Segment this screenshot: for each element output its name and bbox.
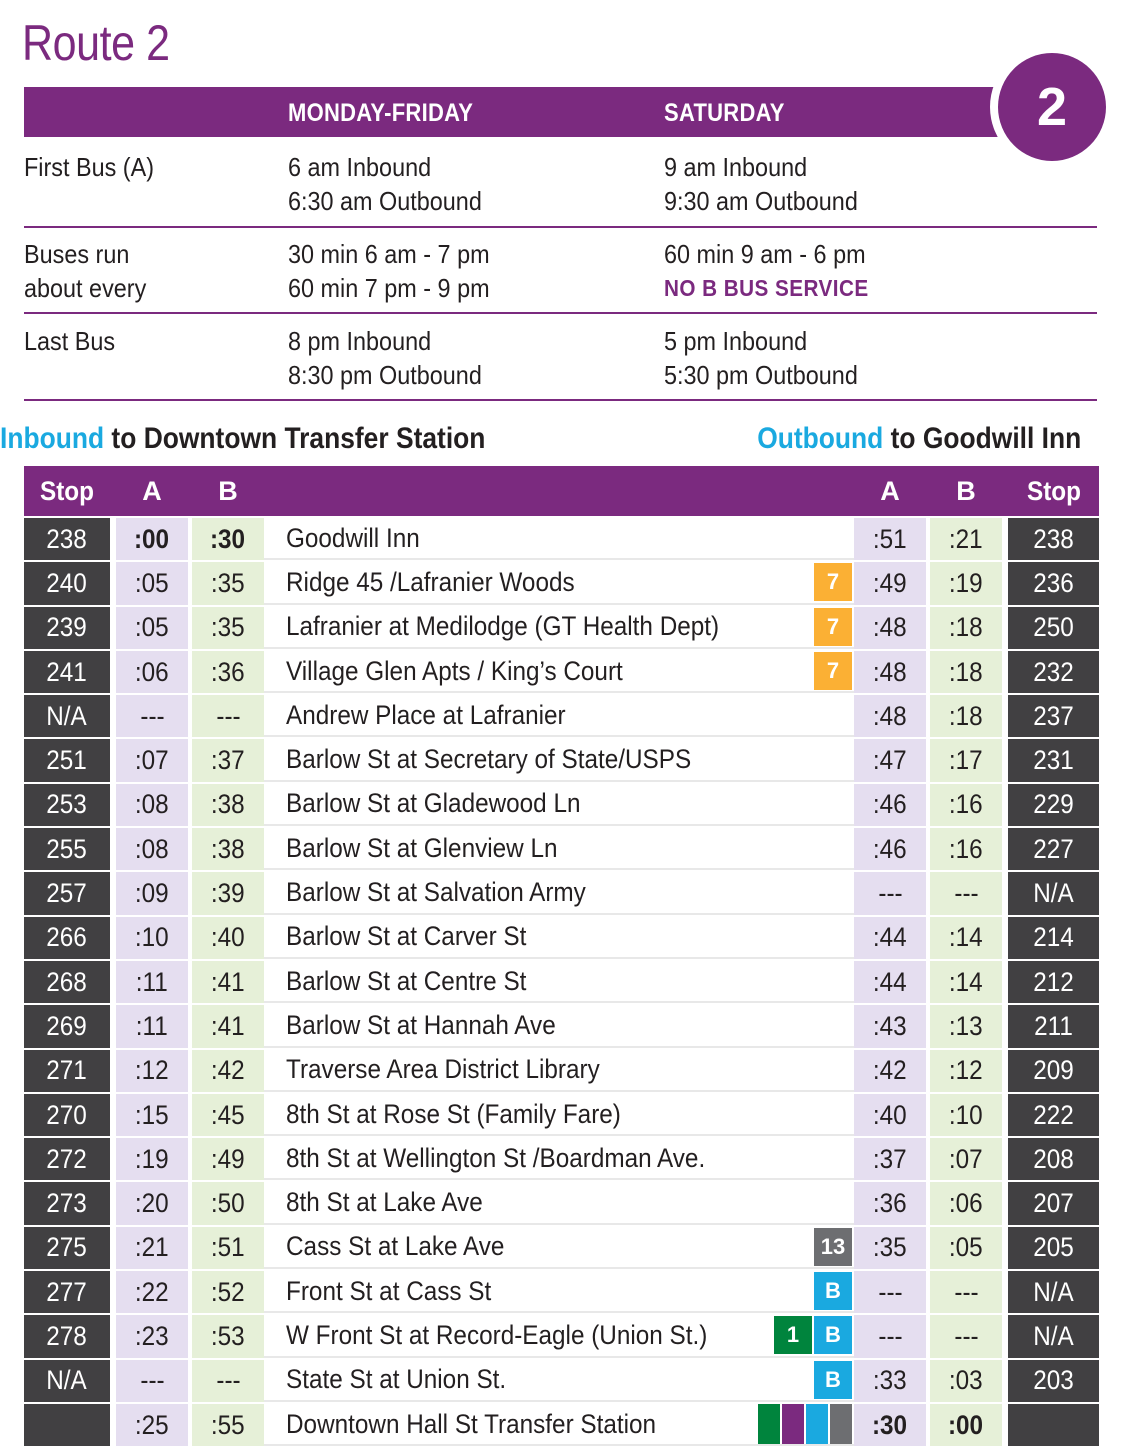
table-row (24, 1182, 1099, 1224)
saturday-value: 9 am Inbound 9:30 am Outbound (664, 152, 858, 216)
stop-name: Barlow St at Carver St (286, 921, 527, 952)
connecting-route-badge: 7 (814, 563, 852, 601)
inbound-stop-number: 271 (24, 1050, 110, 1092)
summary-label: Buses run about every (24, 239, 147, 303)
stop-name-cell (264, 1005, 854, 1047)
outbound-a-time: :37 (854, 1138, 926, 1180)
stop-name-cell (264, 872, 854, 914)
outbound-a-time: :51 (854, 518, 926, 560)
inbound-stop-header: Stop (24, 466, 110, 516)
inbound-stop-number: 240 (24, 562, 110, 604)
stop-name: Cass St at Lake Ave (286, 1231, 505, 1262)
outbound-stop-number: 227 (1008, 828, 1099, 870)
inbound-stop-number: 255 (24, 828, 110, 870)
no-b-service-note: NO B BUS SERVICE (664, 275, 869, 301)
inbound-stop-number (24, 1404, 110, 1446)
outbound-b-time: :14 (930, 917, 1002, 959)
table-row (24, 1404, 1099, 1446)
stop-name: Traverse Area District Library (286, 1054, 600, 1085)
outbound-a-time: :43 (854, 1005, 926, 1047)
connecting-route-badge: 1 (774, 1316, 812, 1354)
saturday-value: 5 pm Inbound 5:30 pm Outbound (664, 326, 858, 390)
inbound-b-time: :53 (192, 1315, 264, 1357)
outbound-a-time: --- (854, 872, 926, 914)
outbound-a-time: :42 (854, 1050, 926, 1092)
outbound-a-header: A (854, 466, 926, 516)
outbound-stop-number: 232 (1008, 651, 1099, 693)
inbound-a-time: :25 (116, 1404, 188, 1446)
saturday-value: 60 min 9 am - 6 pm NO B BUS SERVICE (664, 237, 869, 305)
table-row (24, 739, 1099, 781)
stop-name: 8th St at Rose St (Family Fare) (286, 1098, 621, 1129)
inbound-b-time: :30 (192, 518, 264, 560)
outbound-b-time: :07 (930, 1138, 1002, 1180)
schedule-header-row (24, 466, 1099, 516)
inbound-stop-number: 251 (24, 739, 110, 781)
outbound-stop-number: 211 (1008, 1005, 1099, 1047)
stop-name-cell (264, 1094, 854, 1136)
outbound-stop-number: 205 (1008, 1227, 1099, 1269)
stop-name: Front St at Cass St (286, 1275, 492, 1306)
inbound-b-time: :35 (192, 607, 264, 649)
stop-name: Barlow St at Gladewood Ln (286, 788, 581, 819)
outbound-b-time: :18 (930, 695, 1002, 737)
connecting-route-badge: B (814, 1316, 852, 1354)
outbound-a-time: :44 (854, 961, 926, 1003)
outbound-a-time: :48 (854, 695, 926, 737)
inbound-stop-number: 257 (24, 872, 110, 914)
inbound-stop-number: N/A (24, 1360, 110, 1402)
table-row (24, 917, 1099, 959)
table-row (24, 872, 1099, 914)
inbound-stop-number: 277 (24, 1271, 110, 1313)
outbound-b-time: :16 (930, 828, 1002, 870)
stop-name: W Front St at Record-Eagle (Union St.) (286, 1319, 708, 1350)
outbound-b-time: :18 (930, 651, 1002, 693)
transfer-route-stripe (758, 1404, 780, 1444)
inbound-stop-number: 273 (24, 1182, 110, 1224)
inbound-b-header: B (192, 466, 264, 516)
stop-name-cell (264, 1360, 854, 1402)
stop-name-cell (264, 961, 854, 1003)
table-row (24, 961, 1099, 1003)
outbound-b-time: :03 (930, 1360, 1002, 1402)
outbound-a-time: :44 (854, 917, 926, 959)
outbound-a-time: :46 (854, 784, 926, 826)
table-row (24, 1227, 1099, 1269)
stop-name: Barlow St at Centre St (286, 965, 527, 996)
stop-name: Barlow St at Hannah Ave (286, 1009, 556, 1040)
outbound-stop-number: 212 (1008, 961, 1099, 1003)
outbound-a-time: :40 (854, 1094, 926, 1136)
stop-name-cell (264, 1227, 854, 1269)
outbound-a-time: --- (854, 1315, 926, 1357)
outbound-b-time: :14 (930, 961, 1002, 1003)
inbound-a-time: :23 (116, 1315, 188, 1357)
inbound-b-time: :36 (192, 651, 264, 693)
inbound-b-time: :49 (192, 1138, 264, 1180)
connecting-route-badge: B (814, 1272, 852, 1310)
outbound-stop-number: 209 (1008, 1050, 1099, 1092)
stop-name-cell (264, 1138, 854, 1180)
weekday-header: MONDAY-FRIDAY (288, 99, 474, 127)
outbound-stop-number: 237 (1008, 695, 1099, 737)
outbound-b-time: --- (930, 1315, 1002, 1357)
inbound-stop-number: 278 (24, 1315, 110, 1357)
table-row (24, 607, 1099, 649)
transfer-route-stripe (806, 1404, 828, 1444)
inbound-a-time: :00 (116, 518, 188, 560)
inbound-a-time: :09 (116, 872, 188, 914)
inbound-a-time: :15 (116, 1094, 188, 1136)
inbound-stop-number: 266 (24, 917, 110, 959)
divider (24, 312, 1097, 314)
outbound-stop-number: 222 (1008, 1094, 1099, 1136)
inbound-b-time: :35 (192, 562, 264, 604)
outbound-b-time: :21 (930, 518, 1002, 560)
outbound-stop-number: 207 (1008, 1182, 1099, 1224)
inbound-b-time: :39 (192, 872, 264, 914)
table-row (24, 784, 1099, 826)
table-row (24, 828, 1099, 870)
inbound-a-time: :22 (116, 1271, 188, 1313)
outbound-b-time: :00 (930, 1404, 1002, 1446)
outbound-stop-number: 203 (1008, 1360, 1099, 1402)
stop-name-cell (264, 695, 854, 737)
connecting-route-badge: B (814, 1361, 852, 1399)
inbound-a-time: :11 (116, 1005, 188, 1047)
outbound-b-time: :12 (930, 1050, 1002, 1092)
outbound-a-time: :48 (854, 607, 926, 649)
outbound-b-time: :16 (930, 784, 1002, 826)
outbound-b-time: :06 (930, 1182, 1002, 1224)
inbound-stop-number: 239 (24, 607, 110, 649)
stop-name-cell (264, 1404, 854, 1446)
weekday-value: 30 min 6 am - 7 pm 60 min 7 pm - 9 pm (288, 239, 490, 303)
outbound-stop-number: 214 (1008, 917, 1099, 959)
outbound-b-time: :13 (930, 1005, 1002, 1047)
stop-name: Andrew Place at Lafranier (286, 699, 566, 730)
outbound-stop-number (1008, 1404, 1099, 1446)
outbound-b-time: :05 (930, 1227, 1002, 1269)
outbound-stop-number: 236 (1008, 562, 1099, 604)
outbound-stop-number: N/A (1008, 872, 1099, 914)
table-row (24, 1360, 1099, 1402)
inbound-stop-number: 241 (24, 651, 110, 693)
stop-name-cell (264, 518, 854, 560)
stop-name-cell (264, 607, 854, 649)
outbound-a-time: :48 (854, 651, 926, 693)
stop-name: Barlow St at Salvation Army (286, 877, 586, 908)
outbound-b-time: :18 (930, 607, 1002, 649)
stop-name-cell (264, 651, 854, 693)
inbound-heading (0, 422, 485, 456)
table-row (24, 1271, 1099, 1313)
stop-name: Barlow St at Secretary of State/USPS (286, 744, 692, 775)
inbound-b-time: :37 (192, 739, 264, 781)
weekday-value: 8 pm Inbound 8:30 pm Outbound (288, 326, 482, 390)
inbound-b-time: :41 (192, 961, 264, 1003)
stop-name-cell (264, 1271, 854, 1313)
inbound-b-time: :38 (192, 828, 264, 870)
inbound-b-time: :40 (192, 917, 264, 959)
summary-label: Last Bus (24, 326, 116, 356)
inbound-a-time: :20 (116, 1182, 188, 1224)
inbound-stop-number: 270 (24, 1094, 110, 1136)
inbound-b-time: :42 (192, 1050, 264, 1092)
outbound-label: Outbound (756, 422, 884, 455)
outbound-stop-number: N/A (1008, 1315, 1099, 1357)
stop-name-cell (264, 784, 854, 826)
route-number-badge (990, 45, 1114, 169)
outbound-heading (757, 422, 1081, 456)
table-row (24, 1094, 1099, 1136)
table-row (24, 518, 1099, 560)
outbound-a-time: :46 (854, 828, 926, 870)
inbound-b-time: :51 (192, 1227, 264, 1269)
inbound-b-time: --- (192, 1360, 264, 1402)
inbound-b-time: --- (192, 695, 264, 737)
outbound-stop-number: N/A (1008, 1271, 1099, 1313)
stop-name-cell (264, 828, 854, 870)
inbound-a-time: :05 (116, 607, 188, 649)
stop-name: 8th St at Lake Ave (286, 1187, 483, 1218)
connecting-route-badge: 7 (814, 652, 852, 690)
inbound-a-time: --- (116, 695, 188, 737)
connecting-route-badge: 13 (814, 1228, 852, 1266)
outbound-a-time: :47 (854, 739, 926, 781)
inbound-b-time: :38 (192, 784, 264, 826)
outbound-b-time: --- (930, 1271, 1002, 1313)
inbound-destination: to Downtown Transfer Station (104, 422, 486, 455)
inbound-b-time: :41 (192, 1005, 264, 1047)
inbound-b-time: :50 (192, 1182, 264, 1224)
stop-name-cell (264, 739, 854, 781)
transfer-route-stripe (782, 1404, 804, 1444)
table-row (24, 651, 1099, 693)
table-row (24, 1050, 1099, 1092)
outbound-stop-number: 229 (1008, 784, 1099, 826)
transfer-route-stripe (830, 1404, 852, 1444)
summary-label: First Bus (A) (24, 152, 155, 182)
divider (24, 226, 1097, 228)
inbound-a-time: :21 (116, 1227, 188, 1269)
stop-name: Village Glen Apts / King’s Court (286, 655, 623, 686)
stop-name: Goodwill Inn (286, 522, 420, 553)
schedule-table (24, 464, 1099, 1448)
outbound-stop-number: 208 (1008, 1138, 1099, 1180)
stop-name: Lafranier at Medilodge (GT Health Dept) (286, 611, 720, 642)
table-row (24, 1315, 1099, 1357)
stop-name: Ridge 45 /Lafranier Woods (286, 566, 575, 597)
inbound-stop-number: 253 (24, 784, 110, 826)
inbound-a-time: :07 (116, 739, 188, 781)
inbound-a-time: :05 (116, 562, 188, 604)
stop-name: Barlow St at Glenview Ln (286, 832, 558, 863)
outbound-stop-number: 250 (1008, 607, 1099, 649)
inbound-a-time: :11 (116, 961, 188, 1003)
stop-name: 8th St at Wellington St /Boardman Ave. (286, 1142, 706, 1173)
page-title: Route 2 (22, 15, 170, 71)
inbound-stop-number: 238 (24, 518, 110, 560)
stop-name-cell (264, 1050, 854, 1092)
stop-name-cell (264, 1315, 854, 1357)
stop-name: State St at Union St. (286, 1364, 507, 1395)
weekday-value: 6 am Inbound 6:30 am Outbound (288, 152, 482, 216)
outbound-a-time: :49 (854, 562, 926, 604)
outbound-b-time: :17 (930, 739, 1002, 781)
outbound-b-header: B (930, 466, 1002, 516)
inbound-a-time: :08 (116, 828, 188, 870)
outbound-a-time: :36 (854, 1182, 926, 1224)
inbound-b-time: :52 (192, 1271, 264, 1313)
inbound-a-header: A (116, 466, 188, 516)
inbound-a-time: --- (116, 1360, 188, 1402)
inbound-a-time: :12 (116, 1050, 188, 1092)
outbound-stop-number: 238 (1008, 518, 1099, 560)
inbound-a-time: :08 (116, 784, 188, 826)
inbound-stop-number: 275 (24, 1227, 110, 1269)
inbound-stop-number: N/A (24, 695, 110, 737)
inbound-a-time: :06 (116, 651, 188, 693)
outbound-b-time: --- (930, 872, 1002, 914)
table-row (24, 1005, 1099, 1047)
stop-name: Downtown Hall St Transfer Station (286, 1408, 657, 1439)
outbound-b-time: :10 (930, 1094, 1002, 1136)
saturday-header: SATURDAY (664, 99, 785, 127)
inbound-stop-number: 272 (24, 1138, 110, 1180)
table-row (24, 1138, 1099, 1180)
stop-name-cell (264, 562, 854, 604)
outbound-destination: to Goodwill Inn (883, 422, 1081, 455)
outbound-a-time: :35 (854, 1227, 926, 1269)
outbound-stop-number: 231 (1008, 739, 1099, 781)
inbound-stop-number: 269 (24, 1005, 110, 1047)
route-number: 2 (998, 53, 1106, 161)
inbound-b-time: :55 (192, 1404, 264, 1446)
outbound-stop-header: Stop (1008, 466, 1099, 516)
inbound-stop-number: 268 (24, 961, 110, 1003)
stop-name-cell (264, 917, 854, 959)
divider (24, 399, 1097, 401)
stop-name-cell (264, 1182, 854, 1224)
inbound-label: Inbound (0, 422, 105, 455)
connecting-route-badge: 7 (814, 608, 852, 646)
table-row (24, 562, 1099, 604)
table-row (24, 695, 1099, 737)
inbound-b-time: :45 (192, 1094, 264, 1136)
service-header-bar (24, 87, 1004, 137)
outbound-a-time: :30 (854, 1404, 926, 1446)
inbound-a-time: :10 (116, 917, 188, 959)
outbound-a-time: --- (854, 1271, 926, 1313)
inbound-a-time: :19 (116, 1138, 188, 1180)
outbound-b-time: :19 (930, 562, 1002, 604)
outbound-a-time: :33 (854, 1360, 926, 1402)
